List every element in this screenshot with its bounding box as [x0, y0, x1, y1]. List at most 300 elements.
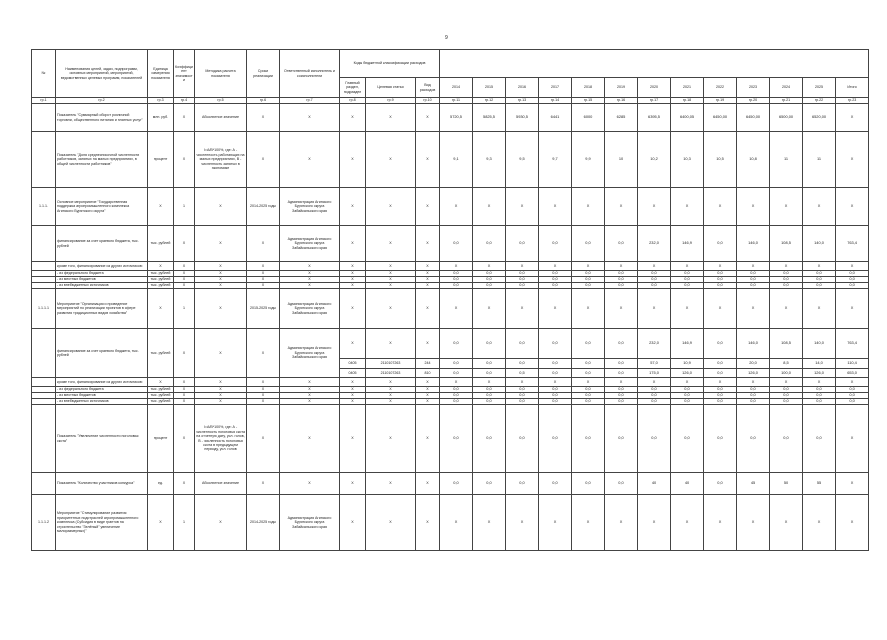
table-row — [32, 473, 869, 495]
table-cell — [32, 226, 56, 262]
table-cell: X — [340, 495, 366, 551]
table-cell: 0,0 — [704, 359, 737, 369]
table-cell: 0,0 — [737, 405, 770, 473]
table-row — [32, 188, 869, 226]
table-cell: X — [506, 289, 539, 329]
table-cell: I=A/B*100%, где: А - численность работающих на малых предприятиях, В - численность занятых в экономике — [195, 132, 247, 188]
table-cell: X — [247, 378, 280, 387]
table-cell: X — [737, 495, 770, 551]
table-cell: 0,0 — [572, 329, 605, 359]
table-cell: 0,0 — [572, 277, 605, 283]
table-cell: X — [174, 283, 195, 289]
table-cell: X — [440, 262, 473, 271]
table-cell: 0,0 — [572, 271, 605, 277]
column-number: гр.23 — [836, 98, 869, 104]
header-method: Методика расчета показателя — [195, 50, 247, 98]
table-cell: X — [195, 271, 247, 277]
table-cell: X — [366, 473, 416, 495]
header-empty — [440, 50, 869, 78]
table-cell: X — [770, 289, 803, 329]
table-cell: 0,0 — [539, 329, 572, 359]
table-cell: 0,0 — [539, 283, 572, 289]
table-cell: 0,0 — [473, 405, 506, 473]
table-cell: 108,5 — [770, 329, 803, 359]
table-cell: 9,1 — [440, 132, 473, 188]
table-cell: 108,5 — [770, 226, 803, 262]
table-cell: - из федерального бюджета — [56, 271, 148, 277]
table-cell: 0,0 — [836, 271, 869, 277]
column-number: гр.19 — [704, 98, 737, 104]
table-cell: X — [280, 271, 340, 277]
table-cell: 810 — [416, 369, 440, 378]
column-number: гр.7 — [280, 98, 340, 104]
table-cell: I=A/B*100%, где: А - численность поголовья скота на отчетную дату, усл. голов, В - численность поголовья скота в предыдущем периоду, усл. голов — [195, 405, 247, 473]
table-cell: финансирование за счет краевого бюджета, тыс. рублей — [56, 226, 148, 262]
table-cell: X — [416, 329, 440, 359]
table-cell: X — [803, 188, 836, 226]
header-term: Сроки реализации — [247, 50, 280, 98]
table-cell: X — [506, 495, 539, 551]
table-cell — [32, 132, 56, 188]
table-cell: 6450,00 — [704, 104, 737, 132]
table-cell: 0,0 — [770, 399, 803, 405]
table-cell: X — [416, 473, 440, 495]
table-cell: 0,0 — [539, 369, 572, 378]
table-cell: X — [195, 226, 247, 262]
table-cell: процент — [148, 132, 174, 188]
table-cell: X — [340, 393, 366, 399]
table-cell: X — [340, 283, 366, 289]
header-year: 2014 — [440, 78, 473, 98]
fin-x: X — [174, 329, 195, 378]
table-cell: 0,0 — [737, 277, 770, 283]
table-cell: 0,0 — [572, 226, 605, 262]
program-indicators-table — [31, 49, 869, 551]
table-cell: 6400,05 — [671, 104, 704, 132]
table-cell: 10,3 — [671, 132, 704, 188]
table-cell: 0,0 — [572, 473, 605, 495]
table-cell: X — [572, 378, 605, 387]
table-cell: X — [473, 188, 506, 226]
header-year: 2021 — [671, 78, 704, 98]
table-cell: X — [340, 132, 366, 188]
table-cell: X — [340, 378, 366, 387]
table-cell: X — [770, 495, 803, 551]
table-cell: 126,0 — [671, 369, 704, 378]
table-cell: X — [539, 495, 572, 551]
table-cell: X — [737, 378, 770, 387]
header-row-1 — [32, 50, 869, 78]
table-cell: X — [174, 262, 195, 271]
table-cell: - из местных бюджетов — [56, 277, 148, 283]
table-cell: Мероприятие "Организация и проведение мероприятий по реализации проектов в сфере развития традиционных видов хозяйства" — [56, 289, 148, 329]
table-cell: X — [366, 289, 416, 329]
column-number: гр.9 — [366, 98, 416, 104]
table-row — [32, 378, 869, 387]
table-cell: 57,0 — [638, 359, 671, 369]
table-cell: 6520,00 — [803, 104, 836, 132]
table-cell: 146,9 — [671, 226, 704, 262]
fin-name: финансирование за счет краевого бюджета, тыс. рублей — [56, 329, 148, 378]
table-cell: X — [737, 289, 770, 329]
table-cell: 0,0 — [506, 226, 539, 262]
table-cell: 6441 — [539, 104, 572, 132]
table-cell: X — [340, 277, 366, 283]
column-number: гр.21 — [770, 98, 803, 104]
table-cell: 0,0 — [671, 277, 704, 283]
table-cell: X — [836, 473, 869, 495]
table-cell: X — [247, 277, 280, 283]
table-cell: 0,0 — [704, 283, 737, 289]
table-cell: X — [148, 495, 174, 551]
table-cell: 0,0 — [704, 277, 737, 283]
header-year: 2024 — [770, 78, 803, 98]
table-cell: X — [416, 387, 440, 393]
table-cell: X — [506, 188, 539, 226]
table-cell: X — [280, 262, 340, 271]
table-cell: млн. руб. — [148, 104, 174, 132]
table-cell: 126,0 — [737, 369, 770, 378]
table-cell: X — [416, 399, 440, 405]
table-cell: X — [195, 387, 247, 393]
table-cell: 11 — [803, 132, 836, 188]
table-cell: 6450,00 — [737, 104, 770, 132]
header-executor: Ответственный исполнитель и соисполнители — [280, 50, 340, 98]
table-cell: 0,0 — [704, 405, 737, 473]
table-cell: 10 — [605, 132, 638, 188]
table-cell: 40 — [671, 473, 704, 495]
table-cell: 0,0 — [836, 393, 869, 399]
table-cell: 0,0 — [737, 387, 770, 393]
table-cell: X — [195, 262, 247, 271]
table-cell: 0,0 — [671, 283, 704, 289]
table-cell: 100,0 — [770, 369, 803, 378]
table-cell: X — [416, 393, 440, 399]
table-cell: 0,0 — [803, 387, 836, 393]
table-cell: X — [247, 387, 280, 393]
table-cell: X — [473, 262, 506, 271]
table-cell: 0,0 — [638, 405, 671, 473]
column-number: гр.15 — [572, 98, 605, 104]
table-cell: X — [174, 387, 195, 393]
table-cell: 10,8 — [737, 132, 770, 188]
table-cell: X — [440, 495, 473, 551]
table-cell: X — [440, 289, 473, 329]
table-cell: 0,0 — [836, 283, 869, 289]
table-cell: 0,0 — [638, 283, 671, 289]
table-cell: X — [366, 387, 416, 393]
column-number: гр.10 — [416, 98, 440, 104]
table-cell: X — [340, 387, 366, 393]
table-cell: тыс. рублей — [148, 393, 174, 399]
table-cell: X — [638, 378, 671, 387]
table-cell: 140,0 — [803, 226, 836, 262]
table-cell: X — [704, 188, 737, 226]
table-cell: X — [174, 271, 195, 277]
fin-cell-empty — [32, 329, 56, 378]
header-no: № — [32, 50, 56, 98]
table-cell: 5930,5 — [506, 104, 539, 132]
header-year: 2023 — [737, 78, 770, 98]
table-cell: X — [366, 283, 416, 289]
table-cell: X — [174, 226, 195, 262]
table-cell: X — [247, 473, 280, 495]
table-cell: 0,0 — [572, 405, 605, 473]
table-cell: X — [174, 132, 195, 188]
table-cell: X — [195, 283, 247, 289]
table-cell: X — [247, 262, 280, 271]
table-cell: 6000 — [572, 104, 605, 132]
table-cell: 0,0 — [704, 393, 737, 399]
table-cell: Показатель "Количество участников конкурса" — [56, 473, 148, 495]
table-cell: X — [148, 262, 174, 271]
table-cell: 110,4 — [836, 359, 869, 369]
table-cell: 0,0 — [605, 283, 638, 289]
table-cell: X — [247, 393, 280, 399]
table-cell: X — [280, 132, 340, 188]
table-cell: X — [280, 399, 340, 405]
table-cell: тыс. рублей — [148, 271, 174, 277]
table-cell: 0405 — [340, 369, 366, 378]
table-cell: X — [539, 188, 572, 226]
fin-executor: Администрация Агинского Бурятского округа Забайкальского края — [280, 329, 340, 378]
table-cell: 0,0 — [803, 405, 836, 473]
table-cell: X — [195, 277, 247, 283]
table-cell: X — [340, 473, 366, 495]
column-number: гр.3 — [148, 98, 174, 104]
table-cell: 0,0 — [737, 271, 770, 277]
table-cell: 1.1.1. — [32, 188, 56, 226]
header-bcc-sub: Целевая статья — [366, 78, 416, 98]
table-cell: 9,3 — [473, 132, 506, 188]
table-cell: 14,0 — [803, 359, 836, 369]
table-cell: 0,0 — [440, 399, 473, 405]
table-cell: 0,0 — [704, 369, 737, 378]
table-cell: Мероприятие "Стимулирование развития приоритетных подотраслей агропромышленного комплекса (Субсидия в виде грантов на строительство "Зелёный" увеличение малоразмерных)" — [56, 495, 148, 551]
table-cell: Администрация Агинского Бурятского округа Забайкальского края — [280, 289, 340, 329]
table-cell: X — [836, 188, 869, 226]
table-cell: 0405 — [340, 359, 366, 369]
table-cell: 2015-2025 годы — [247, 289, 280, 329]
table-cell: 0,0 — [506, 473, 539, 495]
table-cell: X — [195, 399, 247, 405]
header-year: 2015 — [473, 78, 506, 98]
table-cell: X — [174, 473, 195, 495]
table-cell — [32, 378, 56, 387]
table-cell: 146,0 — [737, 329, 770, 359]
table-cell: X — [366, 188, 416, 226]
table-cell: X — [473, 378, 506, 387]
table-cell: 0,0 — [803, 283, 836, 289]
table-cell: 0,0 — [836, 277, 869, 283]
table-cell: Абсолютное значение — [195, 473, 247, 495]
table-cell: X — [280, 104, 340, 132]
table-cell: 2014-2025 годы — [247, 495, 280, 551]
table-cell: 0,0 — [671, 393, 704, 399]
page-number: 9 — [445, 35, 448, 41]
table-cell: X — [174, 393, 195, 399]
header-year: 2025 — [803, 78, 836, 98]
table-cell: 0,0 — [605, 399, 638, 405]
table-cell: X — [704, 262, 737, 271]
table-cell: 0,0 — [737, 283, 770, 289]
table-cell: Администрация Агинского Бурятского округа Забайкальского края — [280, 188, 340, 226]
table-cell: X — [247, 283, 280, 289]
table-cell: X — [195, 495, 247, 551]
table-cell — [32, 104, 56, 132]
table-cell: 0,0 — [473, 393, 506, 399]
table-cell: 0,0 — [506, 271, 539, 277]
table-cell: X — [836, 378, 869, 387]
table-cell: 126,0 — [803, 369, 836, 378]
table-cell: X — [836, 104, 869, 132]
table-cell: X — [280, 387, 340, 393]
table-cell: X — [506, 262, 539, 271]
table-cell: 0,0 — [770, 283, 803, 289]
table-cell: 1 — [174, 495, 195, 551]
table-cell: 0,0 — [572, 387, 605, 393]
table-cell: X — [605, 188, 638, 226]
table-cell: X — [247, 226, 280, 262]
column-number: гр.4 — [174, 98, 195, 104]
table-cell: 0,0 — [572, 399, 605, 405]
table-cell: - из федерального бюджета — [56, 387, 148, 393]
table-cell: 0,0 — [836, 399, 869, 405]
table-cell: 0,0 — [473, 226, 506, 262]
table-cell: X — [671, 289, 704, 329]
header-unit: Единица измерения показателя — [148, 50, 174, 98]
column-number: гр.2 — [56, 98, 148, 104]
table-cell: X — [416, 226, 440, 262]
table-cell: X — [572, 188, 605, 226]
table-cell: X — [280, 405, 340, 473]
table-cell: 0,0 — [506, 283, 539, 289]
column-number: гр.5 — [195, 98, 247, 104]
table-cell: X — [770, 188, 803, 226]
table-cell: тыс. рублей — [148, 226, 174, 262]
table-cell: X — [366, 393, 416, 399]
table-cell: X — [803, 289, 836, 329]
table-cell: тыс. рублей — [148, 283, 174, 289]
table-cell: 0,0 — [506, 405, 539, 473]
table-cell: 0,0 — [440, 369, 473, 378]
table-cell: X — [638, 289, 671, 329]
table-cell: 0,0 — [440, 473, 473, 495]
table-cell: 0,0 — [803, 399, 836, 405]
table-cell: X — [174, 399, 195, 405]
table-cell: X — [247, 271, 280, 277]
table-cell: X — [366, 399, 416, 405]
fin-unit: тыс. рублей — [148, 329, 174, 378]
table-cell: 0,0 — [605, 369, 638, 378]
header-year: 2020 — [638, 78, 671, 98]
table-cell: 0,0 — [605, 271, 638, 277]
table-cell: X — [366, 329, 416, 359]
table-cell: 0,0 — [539, 473, 572, 495]
table-cell: 0,0 — [473, 277, 506, 283]
table-cell: кроме того, финансирование из других источников: — [56, 262, 148, 271]
header-year: Итого — [836, 78, 869, 98]
table-cell: 0,0 — [770, 271, 803, 277]
table-cell: - из внебюджетных источников — [56, 283, 148, 289]
table-cell: X — [671, 262, 704, 271]
table-cell: 0,0 — [704, 387, 737, 393]
table-cell: X — [770, 262, 803, 271]
table-cell: X — [247, 132, 280, 188]
table-cell: X — [366, 495, 416, 551]
table-cell: X — [195, 289, 247, 329]
table-cell: 10,9 — [671, 359, 704, 369]
table-cell: 0,0 — [473, 387, 506, 393]
column-number: гр.20 — [737, 98, 770, 104]
table-cell: 0,0 — [572, 369, 605, 378]
table-cell: - из внебюджетных источников — [56, 399, 148, 405]
table-cell: Основное мероприятие "Государственная поддержка агропромышленного комплекса Агинского Бурятского округа" — [56, 188, 148, 226]
table-cell: 0,0 — [440, 329, 473, 359]
table-cell: 0,0 — [704, 226, 737, 262]
table-cell: 0,0 — [539, 271, 572, 277]
table-cell: 0,0 — [440, 359, 473, 369]
table-row — [32, 405, 869, 473]
table-cell: X — [340, 271, 366, 277]
table-cell: 0,0 — [572, 359, 605, 369]
table-cell: X — [605, 262, 638, 271]
table-cell: 9,7 — [539, 132, 572, 188]
table-cell: 10,5 — [704, 132, 737, 188]
table-cell: 0,0 — [506, 399, 539, 405]
table-cell: 0,0 — [572, 393, 605, 399]
table-cell: 0,0 — [605, 473, 638, 495]
table-cell: X — [416, 271, 440, 277]
table-cell: 0,5 — [506, 369, 539, 378]
table-cell: 1.1.1.1 — [32, 289, 56, 329]
table-cell: 0,0 — [506, 277, 539, 283]
table-cell: 653,0 — [836, 369, 869, 378]
table-cell: X — [340, 188, 366, 226]
header-bcc: Коды бюджетной классификации расходов — [340, 50, 440, 78]
table-cell: X — [572, 289, 605, 329]
table-cell: X — [836, 405, 869, 473]
table-cell: 9,5 — [506, 132, 539, 188]
table-cell: 0,0 — [440, 393, 473, 399]
table-cell: 140,0 — [803, 329, 836, 359]
table-row — [32, 132, 869, 188]
table-cell: X — [416, 132, 440, 188]
table-cell: X — [280, 277, 340, 283]
table-cell: X — [770, 378, 803, 387]
table-cell: X — [605, 289, 638, 329]
table-cell: X — [836, 132, 869, 188]
header-year: 2016 — [506, 78, 539, 98]
table-cell: 0,0 — [605, 393, 638, 399]
table-cell: 0,0 — [506, 359, 539, 369]
table-cell: X — [366, 277, 416, 283]
table-cell: кроме того, финансирование из других источников: — [56, 378, 148, 387]
table-cell: 0,0 — [704, 329, 737, 359]
table-cell: 5825,5 — [473, 104, 506, 132]
table-cell: X — [440, 188, 473, 226]
table-cell: 0,0 — [539, 399, 572, 405]
table-cell: 146,0 — [737, 226, 770, 262]
column-number: гр.16 — [605, 98, 638, 104]
table-cell: X — [148, 378, 174, 387]
table-cell: X — [836, 495, 869, 551]
table-cell: X — [506, 378, 539, 387]
table-cell: X — [340, 104, 366, 132]
fin-x: X — [195, 329, 247, 378]
table-cell: 2110107263 — [366, 369, 416, 378]
column-number: гр.11 — [440, 98, 473, 104]
